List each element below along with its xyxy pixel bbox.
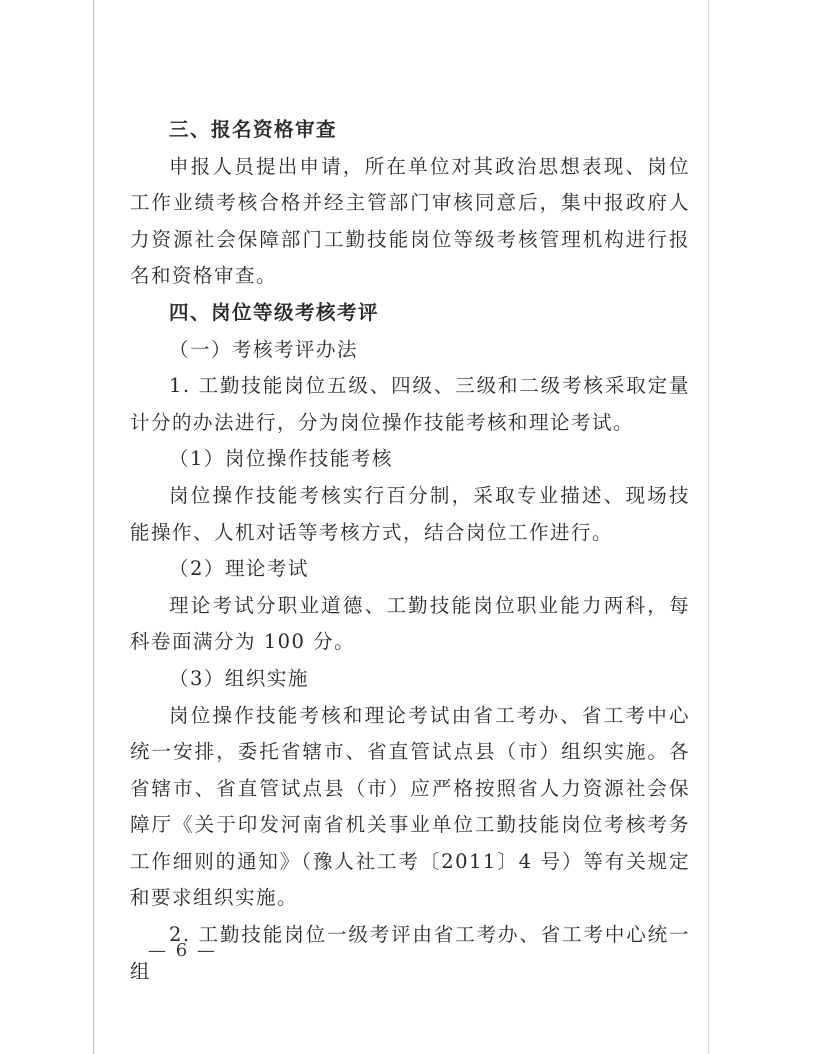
section-4-heading: 四、岗位等级考核考评 — [169, 300, 380, 324]
page-number: — 6 — — [148, 940, 217, 961]
subsection-1-title: （一）考核考评办法 — [169, 337, 359, 361]
part-1-title: （1）岗位操作技能考核 — [169, 447, 393, 471]
scan-edge-left — [93, 0, 94, 1054]
document-page — [130, 112, 690, 990]
part-2-body: 理论考试分职业道德、工勤技能岗位职业能力两科，每科卷面满分为 100 分。 — [130, 593, 690, 654]
section-3-heading: 三、报名资格审查 — [169, 118, 338, 141]
part-3-title: （3）组织实施 — [169, 666, 309, 690]
item-1-text: 1. 工勤技能岗位五级、四级、三级和二级考核采取定量计分的办法进行，分为岗位操作技能考核和理论考试。 — [130, 374, 690, 434]
section-3-body: 申报人员提出申请，所在单位对其政治思想表现、岗位工作业绩考核合格并经主管部门审核同意后，集中报政府人力资源社会保障部门工勤技能岗位等级考核管理机构进行报名和资格审查。 — [130, 154, 690, 288]
part-2-title: （2）理论考试 — [169, 557, 309, 581]
part-3-body: 岗位操作技能考核和理论考试由省工考办、省工考中心统一安排，委托省辖市、省直管试点县（市）组织实施。各省辖市、省直管试点县（市）应严格按照省人力资源社会保障厅《关于印发河南省机关事业单位工勤技能岗位考核考务工作细则的通知》（豫人社工考〔2011〕4 号）等有关规定和要求组织实施。 — [130, 703, 690, 910]
item-2-text: 2. 工勤技能岗位一级考评由省工考办、省工考中心统一组 — [130, 923, 690, 983]
scan-edge-right — [708, 0, 709, 1054]
part-1-body: 岗位操作技能考核实行百分制，采取专业描述、现场技能操作、人机对话等考核方式，结合岗位工作进行。 — [130, 483, 690, 544]
